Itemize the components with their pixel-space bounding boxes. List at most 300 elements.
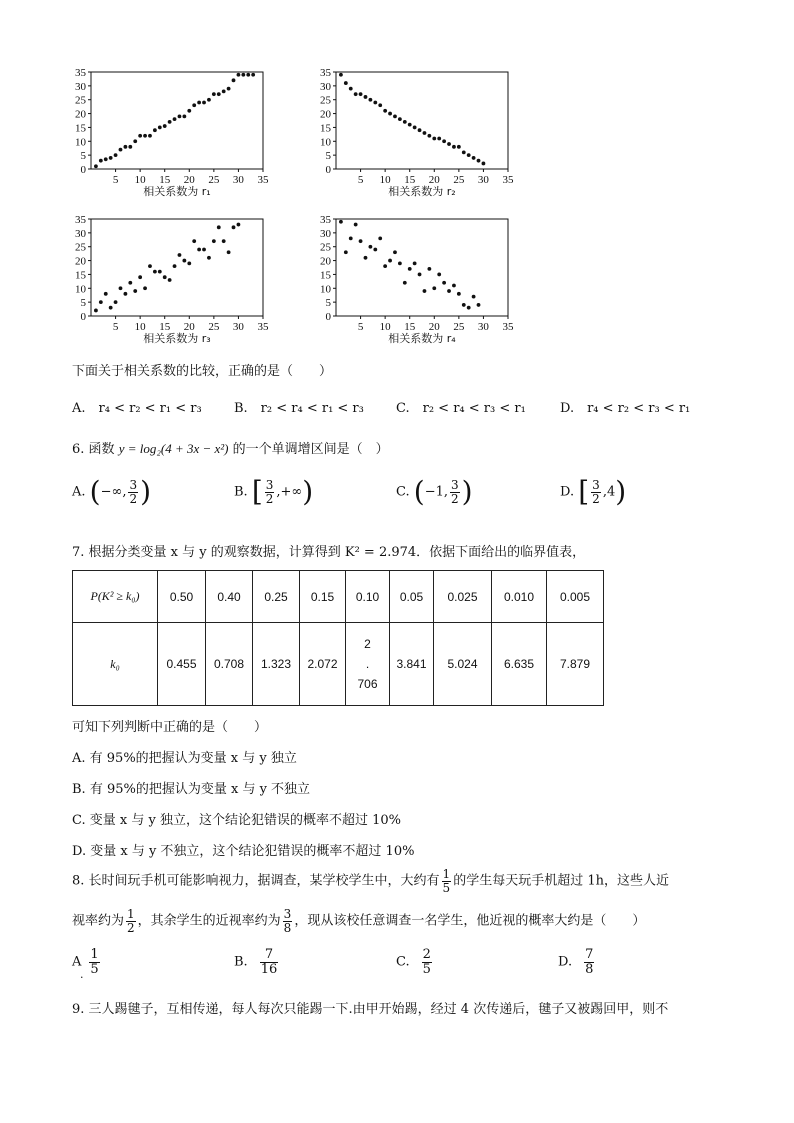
x-tick-label: 5	[357, 174, 364, 186]
data-point	[99, 300, 103, 304]
data-point	[168, 278, 172, 282]
q8-c-den: 5	[422, 961, 431, 977]
table-cell: 0.025	[434, 571, 492, 623]
q5-option-b[interactable]: B. r₂ < r₄ < r₁ < r₃	[234, 401, 364, 416]
data-point	[153, 128, 157, 132]
data-point	[153, 270, 157, 274]
data-point	[423, 131, 427, 135]
data-point	[388, 259, 392, 263]
data-point	[232, 225, 236, 229]
x-tick-label: 5	[112, 174, 119, 186]
x-tick-label: 30	[477, 321, 489, 333]
q6-c-left-paren: (	[413, 475, 425, 508]
q8-a-den: 5	[90, 961, 99, 977]
q8-option-d[interactable]	[558, 948, 596, 976]
table-cell-split	[346, 623, 390, 706]
data-point	[222, 90, 226, 94]
y-tick-label: 25	[75, 241, 86, 254]
table-cell: 7.879	[547, 623, 604, 706]
q8-option-a-label: A	[72, 954, 82, 970]
split-dot: .	[365, 657, 370, 671]
data-point	[378, 237, 382, 241]
q6-d-right-paren: )	[615, 475, 627, 508]
q8-c-fraction	[422, 948, 432, 976]
data-point	[369, 98, 373, 102]
q8-option-b[interactable]	[234, 948, 280, 976]
q6-d-left-bracket: [	[578, 475, 590, 508]
scatter-plot-r1	[55, 66, 285, 205]
data-point	[398, 117, 402, 121]
data-point	[413, 261, 417, 265]
data-point	[124, 145, 128, 149]
q8-option-a[interactable]	[72, 948, 102, 976]
q6-d-num: 3	[592, 477, 600, 492]
y-tick-label: 25	[320, 241, 331, 254]
x-tick-label: 25	[208, 174, 220, 186]
data-point	[163, 275, 167, 279]
q6-a-left-paren: (	[89, 475, 101, 508]
data-point	[187, 261, 191, 265]
q6-b-num: 3	[265, 477, 274, 492]
data-point	[202, 248, 206, 252]
x-tick-label: 25	[453, 321, 465, 333]
x-tick-label: 35	[502, 321, 514, 333]
q6-c-pre: −1,	[424, 484, 448, 500]
x-tick-label: 10	[134, 174, 146, 186]
q8-b-den: 16	[260, 961, 278, 977]
q6-a-right-paren: )	[140, 475, 152, 508]
y-tick-label: 30	[320, 227, 331, 240]
scatter-plot-r4	[300, 213, 530, 352]
q8-option-d-label: D.	[558, 954, 573, 970]
x-tick-label: 35	[502, 174, 514, 186]
y-tick-label: 0	[325, 164, 331, 176]
x-tick-label: 15	[404, 321, 416, 333]
q6-a-fraction	[128, 479, 138, 505]
data-point	[423, 289, 427, 293]
data-point	[163, 124, 167, 128]
data-point	[192, 239, 196, 243]
table-cell: 0.50	[158, 571, 206, 623]
data-point	[432, 286, 436, 290]
q6-option-c-label: C.	[396, 484, 410, 500]
q8-text-1a: 8. 长时间玩手机可能影响视力，据调查，某学校学生中，大约有	[72, 873, 440, 889]
x-tick-label: 5	[112, 321, 119, 333]
y-tick-label: 35	[320, 214, 331, 226]
q6-b-post: ,+∞	[276, 484, 303, 500]
q8-line-1	[72, 868, 669, 894]
q8-a-num: 1	[90, 947, 99, 962]
q6-b-left-bracket: [	[251, 475, 263, 508]
data-point	[104, 292, 108, 296]
table-cell: 5.024	[434, 623, 492, 706]
y-tick-label: 15	[320, 122, 331, 135]
y-tick-label: 20	[320, 255, 331, 268]
data-point	[432, 137, 436, 141]
x-tick-label: 10	[379, 321, 391, 333]
q7-after: 可知下列判断中正确的是（ ）	[72, 720, 268, 735]
q8-text-2b: ，其余学生的近视率约为	[137, 913, 281, 929]
y-tick-label: 10	[320, 136, 331, 149]
x-tick-label: 35	[257, 321, 269, 333]
data-point	[178, 253, 182, 257]
q6-c-num: 3	[451, 477, 459, 492]
y-tick-label: 5	[80, 150, 86, 163]
q5-option-d[interactable]: D. r₄ < r₂ < r₃ < r₁	[560, 401, 691, 416]
y-tick-label: 30	[320, 80, 331, 93]
q8-option-c-label: C.	[396, 954, 410, 970]
q6-b-den: 2	[265, 491, 274, 506]
table-cell: 0.005	[547, 571, 604, 623]
q6-b-fraction	[265, 479, 275, 505]
data-point	[168, 120, 172, 124]
data-point	[437, 273, 441, 277]
x-tick-label: 15	[404, 174, 416, 186]
q7-option-d[interactable]: D. 变量 x 与 y 不独立，这个结论犯错误的概率不超过 10%	[72, 844, 415, 859]
y-tick-label: 10	[75, 136, 86, 149]
x-tick-label: 20	[428, 321, 440, 333]
data-point	[467, 153, 471, 157]
data-point	[354, 223, 358, 227]
data-point	[222, 239, 226, 243]
table-cell: 0.15	[300, 571, 346, 623]
data-point	[482, 162, 486, 166]
data-point	[339, 73, 343, 77]
q6-function: y = log₂(4 + 3x − x²)	[118, 441, 229, 456]
data-point	[349, 237, 353, 241]
x-tick-label: 5	[357, 321, 364, 333]
y-tick-label: 20	[75, 108, 86, 121]
data-point	[232, 78, 236, 82]
q6-a-num: 3	[129, 477, 138, 492]
table-cell: 0.708	[206, 623, 253, 706]
split-bottom: 706	[357, 677, 378, 691]
data-point	[373, 101, 377, 105]
critical-value-table	[72, 570, 604, 706]
data-point	[237, 223, 241, 227]
q6-option-b[interactable]	[234, 475, 314, 508]
q8-f1-num: 1	[442, 867, 451, 881]
q8-c-num: 2	[422, 947, 431, 962]
q8-d-fraction	[584, 948, 594, 976]
plot-frame	[336, 219, 508, 316]
q5-option-c[interactable]: C. r₂ < r₄ < r₃ < r₁	[396, 401, 526, 416]
table-cell: 0.40	[206, 571, 253, 623]
q6-option-d-label: D.	[560, 484, 575, 500]
data-point	[237, 73, 241, 77]
q8-f3-num: 3	[283, 907, 292, 921]
table-row-k0	[73, 623, 604, 706]
q6-c-right-paren: )	[461, 475, 473, 508]
data-point	[173, 117, 177, 121]
data-point	[477, 159, 481, 163]
scatter-svg-r2	[300, 66, 530, 201]
plot-frame	[336, 72, 508, 169]
data-point	[408, 267, 412, 271]
y-tick-label: 30	[75, 80, 86, 93]
data-point	[364, 95, 368, 99]
data-point	[408, 123, 412, 127]
data-point	[447, 142, 451, 146]
data-point	[143, 286, 147, 290]
y-tick-label: 0	[80, 311, 86, 323]
x-tick-label: 25	[208, 321, 220, 333]
q8-fraction-1	[442, 868, 452, 894]
q6-d-fraction	[591, 479, 601, 505]
data-point	[452, 284, 456, 288]
data-point	[227, 87, 231, 91]
y-tick-label: 5	[325, 297, 331, 310]
q6-option-d[interactable]	[560, 475, 627, 508]
q8-line-2	[72, 908, 645, 934]
q8-f1-den: 5	[442, 880, 451, 895]
data-point	[212, 239, 216, 243]
scatter-plot-r2	[300, 66, 530, 205]
data-point	[187, 109, 191, 113]
data-point	[227, 250, 231, 254]
q7-option-a[interactable]: A. 有 95%的把握认为变量 x 与 y 独立	[72, 751, 297, 766]
split-top: 2	[364, 637, 371, 651]
q7-option-b[interactable]: B. 有 95%的把握认为变量 x 与 y 不独立	[72, 782, 311, 797]
data-point	[128, 145, 132, 149]
q8-fraction-2	[126, 908, 136, 934]
q6-option-c[interactable]	[396, 475, 473, 508]
data-point	[207, 98, 211, 102]
data-point	[427, 134, 431, 138]
data-point	[457, 145, 461, 149]
data-point	[143, 134, 147, 138]
y-tick-label: 10	[320, 283, 331, 296]
data-point	[182, 114, 186, 118]
data-point	[114, 300, 118, 304]
q8-text-1b: 的学生每天玩手机超过 1h，这些人近	[453, 873, 669, 889]
data-point	[437, 137, 441, 141]
data-point	[128, 281, 132, 285]
q9-stem: 9. 三人踢毽子，互相传递，每人每次只能踢一下.由甲开始踢，经过 4 次传递后，毽子又被踢回甲，则不	[72, 1002, 669, 1017]
q6-number: 6. 函数	[72, 442, 115, 457]
y-tick-label: 35	[75, 67, 86, 79]
data-point	[148, 134, 152, 138]
data-point	[114, 153, 118, 157]
q6-tail: 的一个单调增区间是（ ）	[232, 442, 389, 457]
data-point	[359, 92, 363, 96]
table-head-probability: P(K² ≥ k₀)	[73, 571, 158, 623]
data-point	[354, 92, 358, 96]
data-point	[148, 264, 152, 268]
data-point	[393, 114, 397, 118]
y-tick-label: 30	[75, 227, 86, 240]
table-cell: 3.841	[390, 623, 434, 706]
q6-stem	[72, 438, 389, 457]
data-point	[452, 145, 456, 149]
x-tick-label: 30	[232, 321, 244, 333]
y-tick-label: 35	[75, 214, 86, 226]
data-point	[202, 101, 206, 105]
data-point	[158, 126, 162, 130]
q8-fraction-3	[283, 908, 293, 934]
data-point	[109, 156, 113, 160]
q8-text-2c: ，现从该校任意调查一名学生，他近视的概率大约是（ ）	[294, 913, 646, 929]
data-point	[388, 112, 392, 116]
data-point	[212, 92, 216, 96]
q8-b-num: 7	[260, 948, 279, 963]
x-tick-label: 30	[232, 174, 244, 186]
q5-option-a[interactable]: A. r₄ < r₂ < r₁ < r₃	[72, 401, 202, 416]
data-point	[246, 73, 250, 77]
data-point	[369, 245, 373, 249]
data-point	[418, 128, 422, 132]
data-point	[94, 309, 98, 313]
y-tick-label: 5	[325, 150, 331, 163]
table-cell: 0.010	[492, 571, 547, 623]
data-point	[442, 281, 446, 285]
x-tick-label: 35	[257, 174, 269, 186]
q7-stem: 7. 根据分类变量 x 与 y 的观察数据，计算得到 K² = 2.974．依据下面给出的临界值表，	[72, 545, 586, 560]
q8-text-2a: 视率约为	[72, 913, 125, 929]
scatter-svg-r3	[55, 213, 285, 348]
data-point	[217, 92, 221, 96]
y-tick-label: 20	[75, 255, 86, 268]
table-cell: 6.635	[492, 623, 547, 706]
q8-d-den: 8	[585, 961, 594, 977]
data-point	[398, 261, 402, 265]
data-point	[124, 292, 128, 296]
data-point	[109, 306, 113, 310]
table-cell: 2.072	[300, 623, 346, 706]
data-point	[178, 114, 182, 118]
q6-option-a-label: A.	[72, 484, 86, 500]
table-row-probability	[73, 571, 604, 623]
data-point	[197, 101, 201, 105]
y-tick-label: 15	[320, 269, 331, 282]
q6-option-b-label: B.	[234, 484, 248, 500]
q6-option-a[interactable]	[72, 475, 152, 508]
data-point	[457, 292, 461, 296]
q6-a-den: 2	[129, 491, 138, 506]
data-point	[378, 103, 382, 107]
x-tick-label: 10	[379, 174, 391, 186]
data-point	[197, 248, 201, 252]
data-point	[173, 264, 177, 268]
y-tick-label: 25	[320, 94, 331, 107]
data-point	[138, 275, 142, 279]
q8-f2-den: 2	[127, 920, 135, 935]
scatter-svg-r4	[300, 213, 530, 348]
data-point	[133, 139, 137, 143]
q6-d-den: 2	[592, 491, 600, 506]
data-point	[344, 250, 348, 254]
table-cell: 0.05	[390, 571, 434, 623]
x-tick-label: 30	[477, 174, 489, 186]
data-point	[472, 156, 476, 160]
q8-option-a-dot: .	[80, 968, 84, 981]
data-point	[339, 220, 343, 224]
table-cell: 0.455	[158, 623, 206, 706]
data-point	[373, 248, 377, 252]
q8-option-b-label: B.	[234, 954, 248, 970]
data-point	[104, 157, 108, 161]
q8-f3-den: 8	[283, 920, 292, 935]
y-tick-label: 15	[75, 122, 86, 135]
data-point	[94, 164, 98, 168]
plot-caption: 相关系数为 r₄	[388, 332, 456, 345]
y-tick-label: 25	[75, 94, 86, 107]
data-point	[217, 225, 221, 229]
data-point	[182, 259, 186, 263]
q8-a-fraction	[89, 948, 99, 976]
x-tick-label: 20	[183, 321, 195, 333]
data-point	[383, 264, 387, 268]
data-point	[359, 239, 363, 243]
data-point	[119, 148, 123, 152]
table-cell: 1.323	[253, 623, 300, 706]
data-point	[138, 134, 142, 138]
scatter-svg-r1	[55, 66, 285, 201]
plot-caption: 相关系数为 r₁	[143, 185, 211, 198]
data-point	[442, 139, 446, 143]
table-cell: 0.25	[253, 571, 300, 623]
scatter-plot-r3	[55, 213, 285, 352]
q7-option-c[interactable]: C. 变量 x 与 y 独立，这个结论犯错误的概率不超过 10%	[72, 813, 401, 828]
data-point	[99, 159, 103, 163]
plot-caption: 相关系数为 r₃	[143, 332, 211, 345]
data-point	[462, 303, 466, 307]
y-tick-label: 10	[75, 283, 86, 296]
y-tick-label: 5	[80, 297, 86, 310]
x-tick-label: 20	[183, 174, 195, 186]
data-point	[133, 289, 137, 293]
q8-d-num: 7	[585, 947, 594, 962]
data-point	[158, 270, 162, 274]
y-tick-label: 0	[325, 311, 331, 323]
data-point	[364, 256, 368, 260]
q6-b-right-paren: )	[302, 475, 314, 508]
data-point	[207, 256, 211, 260]
q6-d-post: ,4	[602, 484, 616, 500]
x-tick-label: 15	[159, 174, 171, 186]
table-cell: 0.10	[346, 571, 390, 623]
data-point	[192, 103, 196, 107]
y-tick-label: 20	[320, 108, 331, 121]
q6-a-pre: −∞,	[100, 484, 127, 500]
data-point	[119, 286, 123, 290]
data-point	[472, 295, 476, 299]
q8-f2-num: 1	[127, 907, 135, 921]
data-point	[413, 126, 417, 130]
data-point	[251, 73, 255, 77]
plot-caption: 相关系数为 r₂	[388, 185, 456, 198]
x-tick-label: 10	[134, 321, 146, 333]
data-point	[427, 267, 431, 271]
q6-c-fraction	[450, 479, 460, 505]
q8-option-c[interactable]	[396, 948, 434, 976]
x-tick-label: 25	[453, 174, 465, 186]
data-point	[403, 120, 407, 124]
data-point	[393, 250, 397, 254]
y-tick-label: 35	[320, 67, 331, 79]
data-point	[467, 306, 471, 310]
data-point	[241, 73, 245, 77]
data-point	[418, 273, 422, 277]
q5-stem: 下面关于相关系数的比较，正确的是（ ）	[72, 364, 333, 379]
x-tick-label: 20	[428, 174, 440, 186]
data-point	[403, 281, 407, 285]
x-tick-label: 15	[159, 321, 171, 333]
data-point	[383, 109, 387, 113]
data-point	[477, 303, 481, 307]
data-point	[462, 150, 466, 154]
q8-b-fraction	[260, 948, 279, 976]
